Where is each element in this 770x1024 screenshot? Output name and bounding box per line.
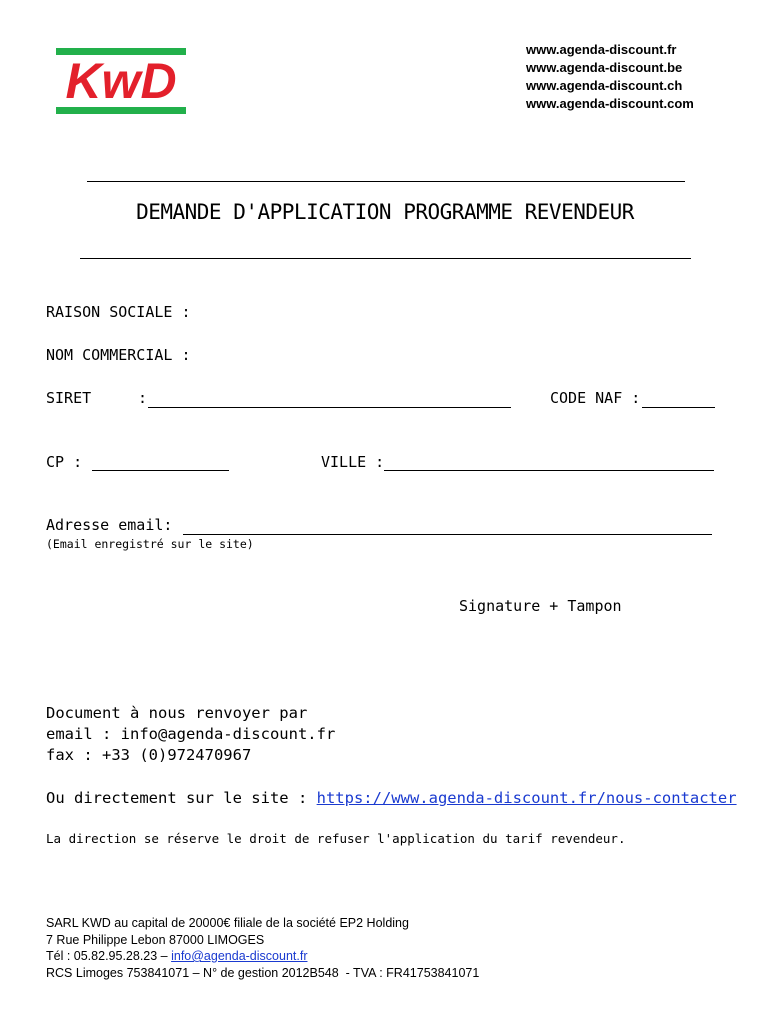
siret-label: SIRET (46, 389, 92, 407)
direct-site-line (46, 788, 737, 809)
disclaimer: La direction se réserve le droit de refuser l'application du tarif revendeur. (46, 831, 626, 846)
website-be[interactable]: www.agenda-discount.be (526, 60, 683, 75)
cp-label: CP : (46, 453, 83, 471)
return-instructions (46, 703, 335, 766)
website-list (526, 41, 694, 113)
email-note: (Email enregistré sur le site) (46, 537, 254, 551)
nom-commercial-label: NOM COMMERCIAL : (46, 346, 191, 364)
website-com[interactable]: www.agenda-discount.com (526, 96, 694, 111)
code-naf-field[interactable] (642, 407, 715, 408)
footer-address: 7 Rue Philippe Lebon 87000 LIMOGES (46, 932, 265, 947)
contact-page-link[interactable]: https://www.agenda-discount.fr/nous-contacter (316, 789, 737, 807)
website-fr[interactable]: www.agenda-discount.fr (526, 42, 677, 57)
footer-registration: RCS Limoges 753841071 – N° de gestion 2012B548 - TVA : FR41753841071 (46, 965, 480, 980)
kwd-logo-graphic (56, 48, 186, 114)
logo-text: KwD (65, 53, 177, 109)
return-email: email : info@agenda-discount.fr (46, 725, 336, 743)
title-rule-bottom (80, 258, 691, 259)
title-rule-top (87, 181, 685, 182)
company-footer (46, 915, 479, 981)
kwd-logo (56, 48, 186, 114)
footer-contact (46, 948, 479, 965)
website-ch[interactable]: www.agenda-discount.ch (526, 78, 683, 93)
ville-field[interactable] (384, 470, 714, 471)
return-line-1: Document à nous renvoyer par (46, 704, 308, 722)
raison-sociale-label: RAISON SOCIALE : (46, 303, 191, 321)
footer-email-link[interactable]: info@agenda-discount.fr (171, 949, 308, 963)
page-title: DEMANDE D'APPLICATION PROGRAMME REVENDEUR (136, 200, 634, 224)
siret-colon: : (138, 389, 148, 407)
signature-label: Signature + Tampon (459, 597, 622, 615)
ville-label: VILLE : (321, 453, 385, 471)
email-label: Adresse email: (46, 516, 173, 534)
email-field[interactable] (183, 534, 712, 535)
siret-field[interactable] (148, 407, 511, 408)
footer-company: SARL KWD au capital de 20000€ filiale de la société EP2 Holding (46, 916, 409, 930)
code-naf-label: CODE NAF : (550, 389, 641, 407)
footer-phone: Tél : 05.82.95.28.23 – (46, 949, 172, 963)
cp-field[interactable] (92, 470, 229, 471)
direct-site-prefix: Ou directement sur le site : (46, 789, 317, 807)
return-fax: fax : +33 (0)972470967 (46, 746, 252, 764)
